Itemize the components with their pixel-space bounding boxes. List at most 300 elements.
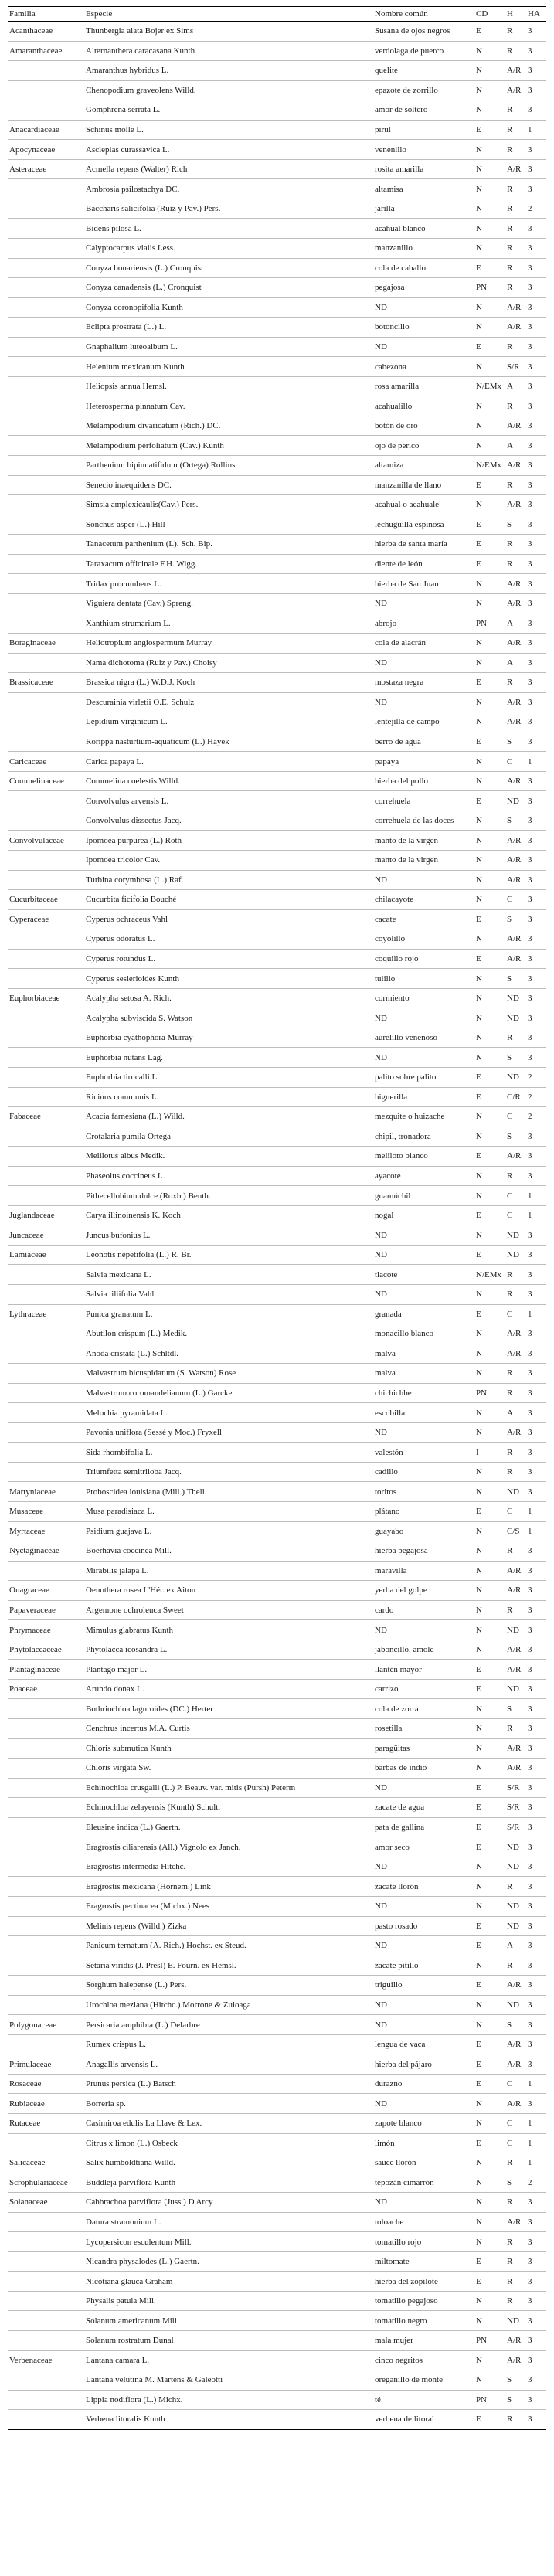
table-row bbox=[8, 791, 546, 811]
cell-h: A/R bbox=[505, 456, 526, 476]
cell-nombre-comun: pata de gallina bbox=[373, 1817, 474, 1837]
cell-cd: N bbox=[474, 495, 505, 515]
cell-cd: PN bbox=[474, 1383, 505, 1403]
cell-h: R bbox=[505, 258, 526, 278]
cell-cd: N bbox=[474, 159, 505, 179]
cell-h: A bbox=[505, 613, 526, 634]
cell-h: R bbox=[505, 41, 526, 61]
cell-h: S/R bbox=[505, 357, 526, 377]
cell-cd: N bbox=[474, 1107, 505, 1127]
cell-especie: Heterosperma pinnatum Cav. bbox=[84, 396, 373, 416]
cell-ha: 3 bbox=[526, 1916, 546, 1936]
table-row bbox=[8, 949, 546, 969]
table-body bbox=[8, 22, 546, 2430]
table-row bbox=[8, 2350, 546, 2370]
cell-h: C bbox=[505, 2113, 526, 2133]
cell-especie: Bidens pilosa L. bbox=[84, 219, 373, 239]
table-row bbox=[8, 593, 546, 613]
cell-familia bbox=[8, 199, 84, 219]
cell-cd: N bbox=[474, 1048, 505, 1068]
cell-especie: Melilotus albus Medik. bbox=[84, 1147, 373, 1167]
cell-nombre-comun: ND bbox=[373, 1995, 474, 2015]
cell-familia bbox=[8, 1048, 84, 1068]
cell-familia bbox=[8, 2330, 84, 2350]
cell-familia bbox=[8, 535, 84, 555]
cell-nombre-comun: amor seco bbox=[373, 1837, 474, 1857]
cell-cd: N bbox=[474, 1127, 505, 1147]
cell-familia bbox=[8, 1956, 84, 1976]
table-row bbox=[8, 1679, 546, 1699]
cell-h: A/R bbox=[505, 1738, 526, 1759]
cell-h: ND bbox=[505, 1225, 526, 1246]
cell-ha: 3 bbox=[526, 80, 546, 100]
cell-cd: N bbox=[474, 850, 505, 870]
cell-h: C bbox=[505, 890, 526, 910]
cell-ha: 3 bbox=[526, 1798, 546, 1818]
cell-especie: Xanthium strumarium L. bbox=[84, 613, 373, 634]
cell-ha: 2 bbox=[526, 1087, 546, 1107]
cell-cd: N bbox=[474, 1896, 505, 1916]
cell-especie: Euphorbia nutans Lag. bbox=[84, 1048, 373, 1068]
cell-h: S bbox=[505, 969, 526, 989]
cell-ha: 3 bbox=[526, 239, 546, 259]
cell-especie: Leonotis nepetifolia (L.) R. Br. bbox=[84, 1245, 373, 1265]
cell-nombre-comun: cormiento bbox=[373, 988, 474, 1008]
cell-nombre-comun: llantén mayor bbox=[373, 1660, 474, 1680]
cell-familia: Juglandaceae bbox=[8, 1205, 84, 1225]
cell-especie: Melochia pyramidata L. bbox=[84, 1403, 373, 1423]
cell-cd: N bbox=[474, 811, 505, 831]
cell-cd: E bbox=[474, 2074, 505, 2094]
cell-nombre-comun: cinco negritos bbox=[373, 2350, 474, 2370]
cell-cd: E bbox=[474, 732, 505, 752]
cell-ha: 3 bbox=[526, 1225, 546, 1246]
cell-especie: Baccharis salicifolia (Ruiz y Pav.) Pers. bbox=[84, 199, 373, 219]
cell-h: R bbox=[505, 1877, 526, 1897]
table-row bbox=[8, 1383, 546, 1403]
cell-especie: Persicaria amphibia (L.) Delarbre bbox=[84, 2015, 373, 2035]
cell-especie: Urochloa meziana (Hitchc.) Morrone & Zuloaga bbox=[84, 1995, 373, 2015]
cell-cd: N bbox=[474, 1521, 505, 1541]
cell-especie: Eragrostis pectinacea (Michx.) Nees bbox=[84, 1896, 373, 1916]
table-row bbox=[8, 1877, 546, 1897]
cell-cd: N bbox=[474, 80, 505, 100]
cell-h: S bbox=[505, 2015, 526, 2035]
cell-especie: Ricinus communis L. bbox=[84, 1087, 373, 1107]
cell-h: ND bbox=[505, 1857, 526, 1877]
cell-cd: E bbox=[474, 1245, 505, 1265]
cell-cd: E bbox=[474, 1976, 505, 1996]
cell-nombre-comun: ND bbox=[373, 692, 474, 712]
cell-nombre-comun: zacate de agua bbox=[373, 1798, 474, 1818]
cell-familia bbox=[8, 2272, 84, 2292]
cell-nombre-comun: paragüitas bbox=[373, 1738, 474, 1759]
table-row bbox=[8, 535, 546, 555]
cell-ha: 3 bbox=[526, 2390, 546, 2410]
cell-cd: N bbox=[474, 1364, 505, 1384]
cell-familia: Polygonaceae bbox=[8, 2015, 84, 2035]
cell-ha: 1 bbox=[526, 2153, 546, 2173]
table-row bbox=[8, 831, 546, 851]
cell-cd: E bbox=[474, 2251, 505, 2272]
cell-ha: 3 bbox=[526, 1364, 546, 1384]
cell-familia bbox=[8, 929, 84, 950]
cell-ha: 3 bbox=[526, 1976, 546, 1996]
cell-h: R bbox=[505, 396, 526, 416]
cell-familia bbox=[8, 1778, 84, 1798]
cell-cd: N bbox=[474, 1028, 505, 1048]
cell-cd: E bbox=[474, 2054, 505, 2075]
cell-especie: Heliotropium angiospermum Murray bbox=[84, 633, 373, 653]
cell-ha: 2 bbox=[526, 1067, 546, 1087]
cell-h: S bbox=[505, 1127, 526, 1147]
table-row bbox=[8, 179, 546, 199]
cell-especie: Pithecellobium dulce (Roxb.) Benth. bbox=[84, 1186, 373, 1206]
cell-cd: N bbox=[474, 1600, 505, 1620]
cell-h: C bbox=[505, 2133, 526, 2153]
cell-ha: 3 bbox=[526, 2330, 546, 2350]
cell-cd: N bbox=[474, 1877, 505, 1897]
table-row bbox=[8, 2212, 546, 2232]
cell-familia: Musaceae bbox=[8, 1502, 84, 1522]
cell-h: R bbox=[505, 2193, 526, 2213]
cell-especie: Convolvulus arvensis L. bbox=[84, 791, 373, 811]
cell-ha: 1 bbox=[526, 120, 546, 140]
table-row bbox=[8, 2074, 546, 2094]
cell-familia bbox=[8, 2390, 84, 2410]
cell-cd: E bbox=[474, 2133, 505, 2153]
cell-especie: Nama dichotoma (Ruiz y Pav.) Choisy bbox=[84, 653, 373, 673]
cell-especie: Solanum americanum Mill. bbox=[84, 2311, 373, 2331]
cell-nombre-comun: cola de caballo bbox=[373, 258, 474, 278]
cell-nombre-comun: ND bbox=[373, 1778, 474, 1798]
cell-ha: 1 bbox=[526, 2074, 546, 2094]
cell-nombre-comun: ND bbox=[373, 1936, 474, 1956]
cell-familia: Nyctaginaceae bbox=[8, 1541, 84, 1562]
table-row bbox=[8, 1719, 546, 1739]
cell-ha: 3 bbox=[526, 1127, 546, 1147]
cell-especie: Buddleja parviflora Kunth bbox=[84, 2173, 373, 2193]
cell-cd: E bbox=[474, 1916, 505, 1936]
cell-h: S bbox=[505, 2173, 526, 2193]
cell-especie: Simsia amplexicaulis(Cav.) Pers. bbox=[84, 495, 373, 515]
cell-h: ND bbox=[505, 1916, 526, 1936]
cell-nombre-comun: correhuela de las doces bbox=[373, 811, 474, 831]
cell-ha: 3 bbox=[526, 318, 546, 338]
cell-ha: 3 bbox=[526, 2410, 546, 2430]
cell-h: A/R bbox=[505, 1344, 526, 1364]
table-row bbox=[8, 1364, 546, 1384]
cell-familia bbox=[8, 1699, 84, 1719]
cell-familia bbox=[8, 2410, 84, 2430]
cell-cd: N bbox=[474, 1719, 505, 1739]
cell-familia bbox=[8, 949, 84, 969]
cell-nombre-comun: botoncillo bbox=[373, 318, 474, 338]
cell-familia bbox=[8, 318, 84, 338]
cell-cd: E bbox=[474, 1660, 505, 1680]
cell-nombre-comun: rosetilla bbox=[373, 1719, 474, 1739]
cell-nombre-comun: acahual blanco bbox=[373, 219, 474, 239]
cell-ha: 1 bbox=[526, 1205, 546, 1225]
cell-nombre-comun: ND bbox=[373, 1422, 474, 1443]
cell-familia bbox=[8, 436, 84, 456]
cell-especie: Alternanthera caracasana Kunth bbox=[84, 41, 373, 61]
cell-ha: 3 bbox=[526, 712, 546, 732]
cell-cd: E bbox=[474, 515, 505, 535]
table-row bbox=[8, 1344, 546, 1364]
table-row bbox=[8, 1502, 546, 1522]
cell-ha: 3 bbox=[526, 1620, 546, 1640]
cell-nombre-comun: quelite bbox=[373, 61, 474, 81]
cell-h: ND bbox=[505, 1245, 526, 1265]
cell-cd: E bbox=[474, 2410, 505, 2430]
cell-h: R bbox=[505, 2410, 526, 2430]
cell-h: S bbox=[505, 1048, 526, 1068]
cell-cd: N/EMx bbox=[474, 456, 505, 476]
table-row bbox=[8, 929, 546, 950]
cell-ha: 3 bbox=[526, 535, 546, 555]
cell-ha: 3 bbox=[526, 2094, 546, 2114]
cell-h: A/R bbox=[505, 771, 526, 791]
cell-nombre-comun: cola de alacrán bbox=[373, 633, 474, 653]
cell-cd: I bbox=[474, 1443, 505, 1463]
cell-especie: Cucurbita ficifolia Bouché bbox=[84, 890, 373, 910]
cell-familia bbox=[8, 2034, 84, 2054]
cell-nombre-comun: hierba del pájaro bbox=[373, 2054, 474, 2075]
cell-ha: 3 bbox=[526, 140, 546, 160]
cell-ha: 3 bbox=[526, 673, 546, 693]
table-row bbox=[8, 219, 546, 239]
table-row bbox=[8, 890, 546, 910]
cell-especie: Lantana velutina M. Martens & Galeotti bbox=[84, 2370, 373, 2391]
table-row bbox=[8, 297, 546, 318]
table-row bbox=[8, 278, 546, 298]
cell-cd: N bbox=[474, 1422, 505, 1443]
cell-h: C bbox=[505, 1304, 526, 1324]
cell-nombre-comun: lengua de vaca bbox=[373, 2034, 474, 2054]
table-row bbox=[8, 1620, 546, 1640]
cell-cd: N bbox=[474, 1403, 505, 1423]
cell-nombre-comun: zapote blanco bbox=[373, 2113, 474, 2133]
cell-cd: N bbox=[474, 2212, 505, 2232]
table-row bbox=[8, 416, 546, 436]
cell-ha: 3 bbox=[526, 1956, 546, 1976]
cell-especie: Salix humboldtiana Willd. bbox=[84, 2153, 373, 2173]
header-row bbox=[8, 7, 546, 22]
cell-especie: Acacia farnesiana (L.) Willd. bbox=[84, 1107, 373, 1127]
cell-cd: E bbox=[474, 2272, 505, 2292]
cell-h: A/R bbox=[505, 2034, 526, 2054]
cell-familia bbox=[8, 396, 84, 416]
cell-especie: Euphorbia cyathophora Murray bbox=[84, 1028, 373, 1048]
table-row bbox=[8, 1896, 546, 1916]
cell-h: R bbox=[505, 673, 526, 693]
cell-ha: 1 bbox=[526, 1304, 546, 1324]
table-row bbox=[8, 2054, 546, 2075]
cell-especie: Conyza canadensis (L.) Cronquist bbox=[84, 278, 373, 298]
table-row bbox=[8, 732, 546, 752]
cell-nombre-comun: granada bbox=[373, 1304, 474, 1324]
table-row bbox=[8, 613, 546, 634]
cell-cd: E bbox=[474, 949, 505, 969]
cell-h: A bbox=[505, 376, 526, 396]
cell-familia bbox=[8, 1364, 84, 1384]
cell-cd: N bbox=[474, 239, 505, 259]
cell-h: R bbox=[505, 475, 526, 495]
cell-especie: Turbina corymbosa (L.) Raf. bbox=[84, 870, 373, 890]
cell-especie: Borreria sp. bbox=[84, 2094, 373, 2114]
cell-nombre-comun: zacate pitillo bbox=[373, 1956, 474, 1976]
table-row bbox=[8, 41, 546, 61]
cell-ha: 3 bbox=[526, 1462, 546, 1482]
cell-cd: N bbox=[474, 1462, 505, 1482]
cell-familia bbox=[8, 1759, 84, 1779]
cell-h: R bbox=[505, 140, 526, 160]
cell-nombre-comun: ND bbox=[373, 1008, 474, 1028]
cell-nombre-comun: ND bbox=[373, 653, 474, 673]
cell-ha: 3 bbox=[526, 909, 546, 929]
table-row bbox=[8, 653, 546, 673]
table-row bbox=[8, 574, 546, 594]
cell-ha: 3 bbox=[526, 376, 546, 396]
cell-ha: 1 bbox=[526, 752, 546, 772]
header-familia: Familia bbox=[8, 7, 84, 22]
table-row bbox=[8, 1936, 546, 1956]
table-row bbox=[8, 988, 546, 1008]
cell-h: C bbox=[505, 1205, 526, 1225]
cell-familia: Phytolaccaceae bbox=[8, 1640, 84, 1660]
cell-familia: Cyperaceae bbox=[8, 909, 84, 929]
cell-familia bbox=[8, 456, 84, 476]
cell-especie: Solanum rostratum Dunal bbox=[84, 2330, 373, 2350]
cell-nombre-comun: hierba de San Juan bbox=[373, 574, 474, 594]
cell-especie: Argemone ochroleuca Sweet bbox=[84, 1600, 373, 1620]
cell-h: R bbox=[505, 22, 526, 42]
table-row bbox=[8, 1462, 546, 1482]
table-row bbox=[8, 1956, 546, 1976]
cell-cd: N bbox=[474, 179, 505, 199]
cell-familia bbox=[8, 80, 84, 100]
cell-cd: E bbox=[474, 1067, 505, 1087]
cell-ha: 3 bbox=[526, 179, 546, 199]
cell-ha: 2 bbox=[526, 199, 546, 219]
cell-familia bbox=[8, 2370, 84, 2391]
cell-cd: N bbox=[474, 2232, 505, 2252]
cell-h: A bbox=[505, 436, 526, 456]
cell-cd: N bbox=[474, 1225, 505, 1246]
cell-especie: Psidium guajava L. bbox=[84, 1521, 373, 1541]
cell-h: R bbox=[505, 2272, 526, 2292]
cell-cd: N bbox=[474, 1186, 505, 1206]
cell-ha: 3 bbox=[526, 278, 546, 298]
table-row bbox=[8, 1798, 546, 1818]
cell-cd: N/EMx bbox=[474, 1265, 505, 1285]
header-h: H bbox=[505, 7, 526, 22]
cell-especie: Anoda cristata (L.) Schltdl. bbox=[84, 1344, 373, 1364]
cell-cd: E bbox=[474, 22, 505, 42]
cell-especie: Parthenium bipinnatifidum (Ortega) Rollins bbox=[84, 456, 373, 476]
cell-h: S bbox=[505, 2390, 526, 2410]
cell-nombre-comun: botón de oro bbox=[373, 416, 474, 436]
cell-cd: E bbox=[474, 1205, 505, 1225]
cell-h: R bbox=[505, 1719, 526, 1739]
cell-nombre-comun: toloache bbox=[373, 2212, 474, 2232]
cell-familia bbox=[8, 1896, 84, 1916]
cell-familia: Verbenaceae bbox=[8, 2350, 84, 2370]
cell-especie: Lippia nodiflora (L.) Michx. bbox=[84, 2390, 373, 2410]
table-row bbox=[8, 1028, 546, 1048]
cell-cd: N bbox=[474, 1541, 505, 1562]
table-row bbox=[8, 2173, 546, 2193]
cell-h: ND bbox=[505, 988, 526, 1008]
cell-cd: N bbox=[474, 2193, 505, 2213]
cell-familia bbox=[8, 337, 84, 357]
cell-h: R bbox=[505, 2251, 526, 2272]
cell-nombre-comun: diente de león bbox=[373, 554, 474, 574]
cell-especie: Salvia mexicana L. bbox=[84, 1265, 373, 1285]
cell-nombre-comun: ND bbox=[373, 1285, 474, 1305]
cell-h: R bbox=[505, 535, 526, 555]
cell-cd: PN bbox=[474, 2390, 505, 2410]
table-row bbox=[8, 1067, 546, 1087]
cell-ha: 3 bbox=[526, 692, 546, 712]
cell-nombre-comun: maravilla bbox=[373, 1561, 474, 1581]
cell-familia bbox=[8, 1403, 84, 1423]
table-row bbox=[8, 1521, 546, 1541]
cell-ha: 3 bbox=[526, 554, 546, 574]
cell-especie: Abutilon crispum (L.) Medik. bbox=[84, 1324, 373, 1344]
cell-especie: Cyperus ochraceus Vahl bbox=[84, 909, 373, 929]
cell-h: A/R bbox=[505, 159, 526, 179]
cell-h: R bbox=[505, 2291, 526, 2311]
cell-familia bbox=[8, 2251, 84, 2272]
cell-ha: 3 bbox=[526, 2251, 546, 2272]
cell-familia bbox=[8, 357, 84, 377]
cell-nombre-comun: ND bbox=[373, 297, 474, 318]
cell-especie: Triumfetta semitriloba Jacq. bbox=[84, 1462, 373, 1482]
cell-ha: 3 bbox=[526, 1581, 546, 1601]
cell-ha: 3 bbox=[526, 1896, 546, 1916]
cell-nombre-comun: cardo bbox=[373, 1600, 474, 1620]
cell-nombre-comun: Susana de ojos negros bbox=[373, 22, 474, 42]
cell-familia: Primulaceae bbox=[8, 2054, 84, 2075]
cell-h: A/R bbox=[505, 692, 526, 712]
cell-especie: Ipomoea tricolor Cav. bbox=[84, 850, 373, 870]
cell-familia: Amaranthaceae bbox=[8, 41, 84, 61]
cell-nombre-comun: sauce llorón bbox=[373, 2153, 474, 2173]
cell-h: C bbox=[505, 2074, 526, 2094]
cell-nombre-comun: ND bbox=[373, 2094, 474, 2114]
cell-especie: Thunbergia alata Bojer ex Sims bbox=[84, 22, 373, 42]
cell-ha: 3 bbox=[526, 2272, 546, 2292]
header-nombre-comun: Nombre común bbox=[373, 7, 474, 22]
cell-h: R bbox=[505, 199, 526, 219]
cell-especie: Citrus x limon (L.) Osbeck bbox=[84, 2133, 373, 2153]
cell-especie: Chenopodium graveolens Willd. bbox=[84, 80, 373, 100]
cell-especie: Arundo donax L. bbox=[84, 1679, 373, 1699]
cell-ha: 3 bbox=[526, 2212, 546, 2232]
header-especie: Especie bbox=[84, 7, 373, 22]
cell-nombre-comun: hierba del zopilote bbox=[373, 2272, 474, 2292]
cell-especie: Phaseolus coccineus L. bbox=[84, 1166, 373, 1186]
header-ha: HA bbox=[526, 7, 546, 22]
table-row bbox=[8, 969, 546, 989]
cell-cd: N bbox=[474, 2370, 505, 2391]
cell-especie: Nicandra physalodes (L.) Gaertn. bbox=[84, 2251, 373, 2272]
cell-nombre-comun: acahualillo bbox=[373, 396, 474, 416]
cell-h: ND bbox=[505, 1679, 526, 1699]
cell-especie: Eragrostis ciliarensis (All.) Vignolo ex Janch. bbox=[84, 1837, 373, 1857]
